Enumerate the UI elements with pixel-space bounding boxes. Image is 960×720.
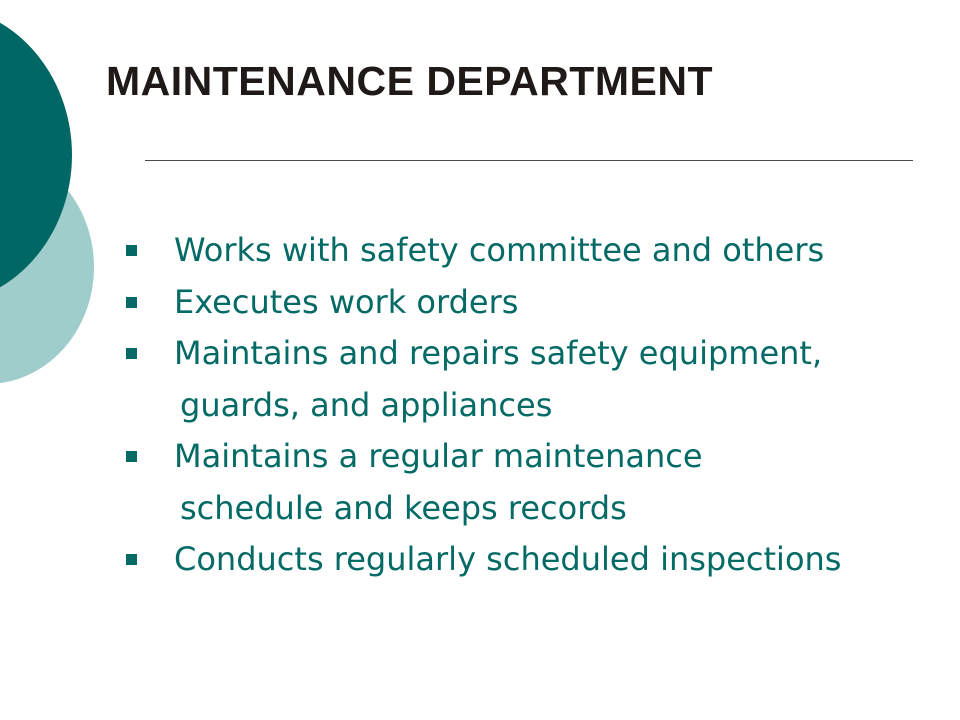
bullet-item (126, 431, 956, 534)
bullet-text-continuation: guards, and appliances (180, 385, 553, 424)
square-bullet-icon (126, 245, 137, 256)
bullet-text: Maintains a regular maintenance (174, 437, 703, 475)
bullet-list (126, 225, 956, 586)
bullet-text: Maintains and repairs safety equipment, (174, 334, 823, 372)
bullet-text: Executes work orders (174, 282, 519, 321)
bullet-text: Works with safety committee and others (174, 231, 825, 269)
bullet-item (126, 534, 956, 586)
bullet-item (126, 277, 956, 329)
bullet-item (126, 328, 956, 431)
square-bullet-icon (126, 297, 137, 308)
slide-title: MAINTENANCE DEPARTMENT (106, 58, 714, 104)
bullet-text-continuation: schedule and keeps records (180, 488, 627, 527)
title-divider (145, 160, 913, 161)
bullet-item (126, 225, 956, 277)
square-bullet-icon (126, 554, 137, 565)
bullet-text: Conducts regularly scheduled inspections (174, 540, 842, 578)
square-bullet-icon (126, 348, 137, 359)
square-bullet-icon (126, 451, 137, 462)
